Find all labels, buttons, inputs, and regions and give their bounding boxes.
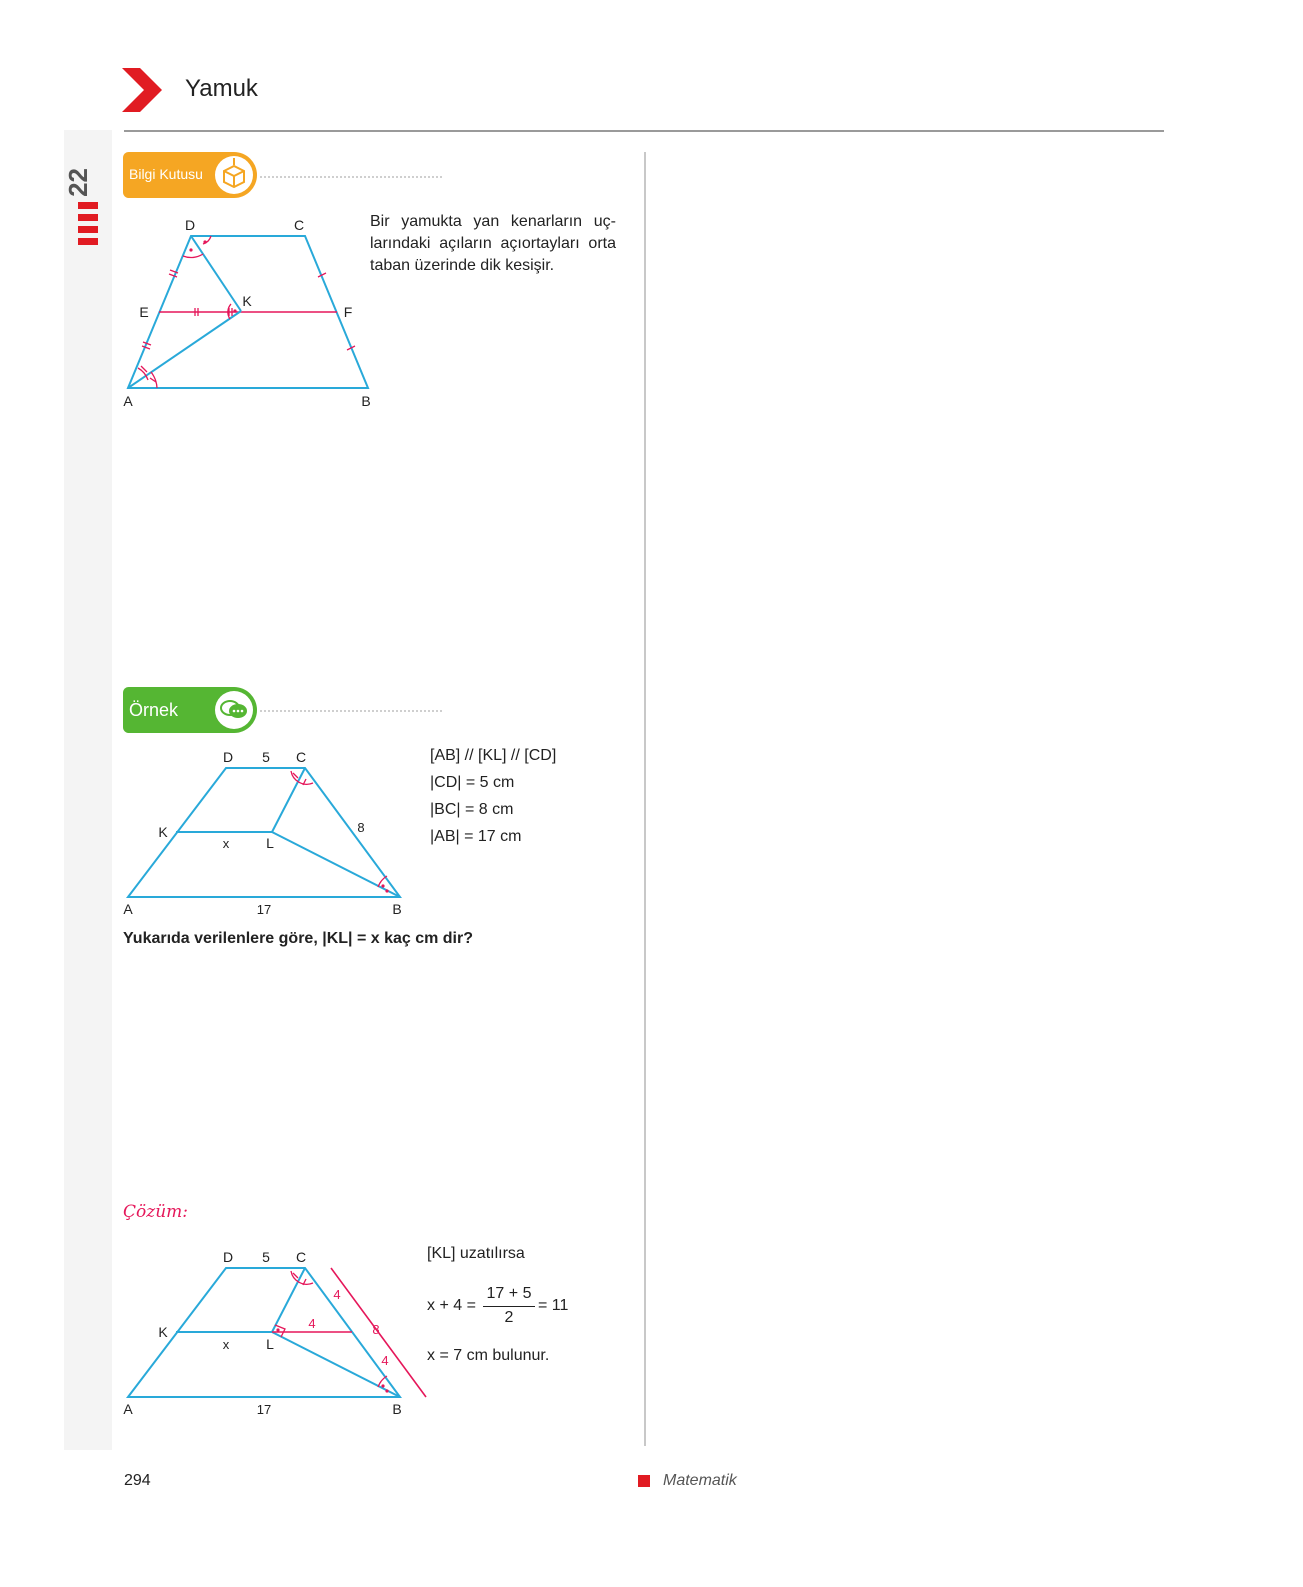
label-F: F [343, 304, 353, 320]
speech-bubbles-icon [215, 691, 253, 729]
label-B: B [392, 901, 402, 917]
fasikul-tab [63, 150, 102, 250]
fraction-bar [483, 1306, 535, 1307]
solution-line-3: x = 7 cm bulunur. [427, 1347, 550, 1364]
label-C: C [295, 749, 307, 765]
fasikul-number: 22 [63, 168, 93, 197]
label-B: B [392, 1401, 402, 1417]
label-D: D [184, 217, 196, 233]
fasikul-logo [78, 202, 98, 245]
info-box-dotted-line [260, 176, 442, 178]
label-segment: 4 [308, 1316, 316, 1331]
given-item: |CD| = 5 cm [430, 774, 515, 791]
solution-eq-denominator: 2 [504, 1309, 514, 1326]
page-title: Yamuk [185, 75, 258, 102]
footer-square-icon [638, 1475, 650, 1487]
given-item: |AB| = 17 cm [430, 828, 522, 845]
solution-eq-numerator: 17 + 5 [486, 1285, 532, 1302]
example-dotted-line [260, 710, 442, 712]
label-K: K [158, 824, 168, 840]
solution-eq-left: x + 4 = [427, 1297, 476, 1314]
header-rule [124, 130, 1164, 132]
label-side-length: 8 [357, 820, 365, 835]
column-divider [644, 152, 646, 1446]
footer-subject: Matematik [663, 1472, 737, 1489]
label-E: E [139, 304, 149, 320]
label-D: D [222, 749, 234, 765]
label-x: x [222, 836, 230, 851]
label-L: L [266, 835, 274, 851]
example-question: Yukarıda verilenlere göre, |KL| = x kaç cm dir? [123, 930, 473, 947]
page-number: 294 [124, 1472, 151, 1489]
solution-line-1: [KL] uzatılırsa [427, 1245, 525, 1262]
label-top-length: 5 [262, 749, 270, 765]
label-bottom-length: 17 [256, 1402, 272, 1417]
solution-eq-right: = 11 [538, 1297, 569, 1314]
label-C: C [295, 1249, 307, 1265]
given-item: [AB] // [KL] // [CD] [430, 747, 557, 764]
info-box-label: Bilgi Kutusu [129, 166, 203, 182]
header-arrow-icon [122, 68, 164, 112]
example-given-list [430, 742, 556, 850]
label-x: x [222, 1337, 230, 1352]
info-box-text: Bir yamukta yan kenarların uç-larındaki açıların açıortayları orta taban üzerinde dik kesişir. [370, 213, 616, 274]
label-D: D [222, 1249, 234, 1265]
label-top-length: 5 [262, 1249, 270, 1265]
label-A: A [123, 901, 133, 917]
example-trapezoid-figure [115, 745, 415, 920]
label-bottom-length: 17 [256, 902, 272, 917]
label-ext-upper: 4 [333, 1287, 341, 1302]
label-ext-lower: 4 [381, 1353, 389, 1368]
example-label: Örnek [129, 700, 179, 720]
example-badge [123, 687, 257, 733]
solution-heading: Çözüm: [123, 1202, 188, 1222]
solution-trapezoid-figure [115, 1245, 435, 1420]
label-K: K [158, 1324, 168, 1340]
label-A: A [123, 1401, 133, 1417]
label-A: A [123, 393, 133, 409]
given-item: |BC| = 8 cm [430, 801, 514, 818]
label-B: B [361, 393, 371, 409]
label-C: C [293, 217, 305, 233]
info-trapezoid-figure [115, 210, 375, 410]
label-K: K [242, 293, 252, 309]
side-strip [64, 130, 112, 1450]
box-icon [215, 156, 253, 194]
label-L: L [266, 1336, 274, 1352]
label-ext-total: 8 [372, 1322, 380, 1337]
info-box-badge [123, 152, 257, 198]
